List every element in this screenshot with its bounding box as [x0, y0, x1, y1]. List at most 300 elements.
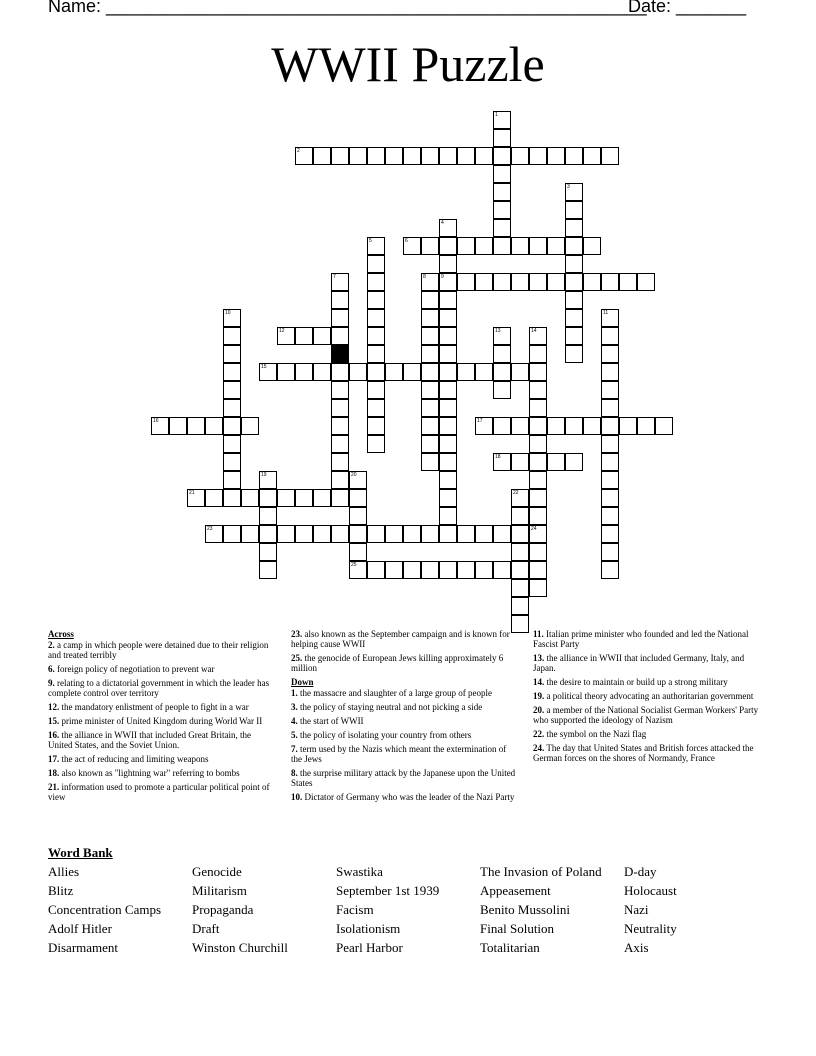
clue-item-number: 7.	[291, 744, 298, 754]
crossword-cell[interactable]	[493, 327, 511, 345]
crossword-cell[interactable]	[331, 435, 349, 453]
crossword-cell[interactable]	[529, 273, 547, 291]
crossword-cell[interactable]	[313, 525, 331, 543]
crossword-cell[interactable]	[223, 417, 241, 435]
crossword-cell[interactable]	[475, 561, 493, 579]
clue-item	[291, 730, 519, 740]
crossword-cell[interactable]	[511, 543, 529, 561]
crossword-cell[interactable]	[493, 453, 511, 471]
crossword-cell[interactable]	[367, 291, 385, 309]
crossword-cell[interactable]	[583, 273, 601, 291]
crossword-cell[interactable]	[583, 147, 601, 165]
crossword-cell[interactable]	[223, 381, 241, 399]
crossword-cell[interactable]	[493, 237, 511, 255]
word-bank-word: The Invasion of Poland	[480, 864, 602, 879]
crossword-cell[interactable]	[547, 453, 565, 471]
crossword-cell[interactable]	[601, 561, 619, 579]
clue-number: 21	[189, 490, 195, 496]
crossword-cell[interactable]	[331, 399, 349, 417]
crossword-cell[interactable]	[637, 273, 655, 291]
crossword-cell[interactable]	[223, 363, 241, 381]
crossword-cell[interactable]	[547, 417, 565, 435]
crossword-cell[interactable]	[565, 417, 583, 435]
crossword-cell[interactable]	[457, 273, 475, 291]
crossword-cell[interactable]	[619, 417, 637, 435]
clue-item-number: 2.	[48, 640, 55, 650]
crossword-cell[interactable]	[457, 561, 475, 579]
word-bank-column	[192, 863, 288, 958]
word-bank-word: Benito Mussolini	[480, 902, 570, 917]
clue-item-number: 15.	[48, 716, 60, 726]
date-field-label: Date: _______	[628, 0, 747, 16]
crossword-black-cell	[331, 345, 349, 363]
crossword-cell[interactable]	[331, 417, 349, 435]
crossword-cell[interactable]	[565, 345, 583, 363]
crossword-cell[interactable]	[439, 381, 457, 399]
crossword-cell[interactable]	[331, 273, 349, 291]
crossword-cell[interactable]	[367, 417, 385, 435]
crossword-cell[interactable]	[493, 147, 511, 165]
clue-item	[48, 730, 274, 750]
clue-item-text: the genocide of European Jews killing approximately 6 million	[291, 653, 504, 673]
clue-item-text: the policy of isolating your country from others	[297, 730, 472, 740]
crossword-cell[interactable]	[259, 489, 277, 507]
crossword-cell[interactable]	[511, 417, 529, 435]
crossword-cell[interactable]	[493, 165, 511, 183]
crossword-cell[interactable]	[529, 147, 547, 165]
crossword-cell[interactable]	[529, 471, 547, 489]
clue-item-text: the surprise military attack by the Japanese upon the United States	[291, 768, 516, 788]
crossword-cell[interactable]	[511, 363, 529, 381]
crossword-cell[interactable]	[511, 525, 529, 543]
crossword-cell[interactable]	[223, 399, 241, 417]
clue-item	[533, 705, 765, 725]
crossword-cell[interactable]	[439, 219, 457, 237]
crossword-cell[interactable]	[601, 435, 619, 453]
crossword-cell[interactable]	[565, 201, 583, 219]
word-bank	[48, 863, 768, 963]
crossword-cell[interactable]	[385, 363, 403, 381]
crossword-cell[interactable]	[475, 237, 493, 255]
crossword-cell[interactable]	[223, 435, 241, 453]
crossword-cell[interactable]	[223, 327, 241, 345]
crossword-cell[interactable]	[259, 471, 277, 489]
crossword-cell[interactable]	[349, 147, 367, 165]
crossword-cell[interactable]	[421, 561, 439, 579]
crossword-cell[interactable]	[565, 219, 583, 237]
clue-item	[291, 653, 519, 673]
clue-item-text: The day that United States and British forces attacked the German forces on the shores of Normandy, France	[533, 743, 754, 763]
crossword-cell[interactable]	[529, 237, 547, 255]
clue-number: 18	[495, 454, 501, 460]
crossword-cell[interactable]	[475, 147, 493, 165]
crossword-cell[interactable]	[493, 381, 511, 399]
clue-item	[291, 688, 519, 698]
crossword-cell[interactable]	[493, 129, 511, 147]
clue-item	[48, 702, 274, 712]
crossword-cell[interactable]	[565, 255, 583, 273]
crossword-cell[interactable]	[439, 291, 457, 309]
clue-item	[533, 677, 765, 687]
crossword-cell[interactable]	[565, 273, 583, 291]
crossword-cell[interactable]	[601, 507, 619, 525]
crossword-cell[interactable]	[439, 453, 457, 471]
crossword-cell[interactable]	[205, 417, 223, 435]
crossword-cell[interactable]	[529, 507, 547, 525]
crossword-cell[interactable]	[529, 489, 547, 507]
crossword-cell[interactable]	[367, 327, 385, 345]
crossword-cell[interactable]	[439, 525, 457, 543]
crossword-cell[interactable]	[439, 399, 457, 417]
crossword-cell[interactable]	[475, 363, 493, 381]
crossword-cell[interactable]	[601, 363, 619, 381]
crossword-cell[interactable]	[493, 201, 511, 219]
crossword-cell[interactable]	[601, 453, 619, 471]
crossword-cell[interactable]	[259, 363, 277, 381]
crossword-cell[interactable]	[367, 309, 385, 327]
clue-item-number: 4.	[291, 716, 298, 726]
crossword-cell[interactable]	[583, 417, 601, 435]
crossword-cell[interactable]	[439, 327, 457, 345]
crossword-cell[interactable]	[349, 489, 367, 507]
crossword-cell[interactable]	[169, 417, 187, 435]
crossword-cell[interactable]	[475, 417, 493, 435]
crossword-cell[interactable]	[241, 417, 259, 435]
crossword-cell[interactable]	[349, 507, 367, 525]
crossword-cell[interactable]	[367, 237, 385, 255]
crossword-cell[interactable]	[511, 237, 529, 255]
crossword-cell[interactable]	[331, 291, 349, 309]
crossword-cell[interactable]	[367, 435, 385, 453]
clue-item	[291, 768, 519, 788]
clue-item-number: 20.	[533, 705, 545, 715]
crossword-cell[interactable]	[331, 363, 349, 381]
crossword-cell[interactable]	[313, 327, 331, 345]
crossword-cell[interactable]	[295, 489, 313, 507]
clue-item	[291, 744, 519, 764]
crossword-cell[interactable]	[421, 147, 439, 165]
crossword-cell[interactable]	[493, 345, 511, 363]
crossword-cell[interactable]	[187, 489, 205, 507]
crossword-cell[interactable]	[403, 525, 421, 543]
crossword-cell[interactable]	[367, 525, 385, 543]
crossword-cell[interactable]	[493, 273, 511, 291]
clue-number: 22	[513, 490, 519, 496]
clue-number: 9	[441, 274, 444, 280]
clue-number: 1	[495, 112, 498, 118]
crossword-cell[interactable]	[367, 273, 385, 291]
crossword-cell[interactable]	[367, 363, 385, 381]
crossword-cell[interactable]	[367, 561, 385, 579]
crossword-cell[interactable]	[421, 327, 439, 345]
crossword-cell[interactable]	[331, 381, 349, 399]
crossword-cell[interactable]	[439, 237, 457, 255]
crossword-cell[interactable]	[223, 471, 241, 489]
crossword-cell[interactable]	[223, 453, 241, 471]
crossword-cell[interactable]	[601, 471, 619, 489]
word-bank-column	[480, 863, 602, 958]
clue-item	[533, 729, 765, 739]
crossword-cell[interactable]	[511, 597, 529, 615]
crossword-cell[interactable]	[619, 273, 637, 291]
crossword-cell[interactable]	[601, 489, 619, 507]
clue-number: 3	[567, 184, 570, 190]
crossword-cell[interactable]	[565, 291, 583, 309]
crossword-cell[interactable]	[295, 363, 313, 381]
crossword-cell[interactable]	[205, 525, 223, 543]
crossword-cell[interactable]	[529, 561, 547, 579]
crossword-cell[interactable]	[529, 381, 547, 399]
crossword-cell[interactable]	[421, 291, 439, 309]
word-bank-word: Draft	[192, 921, 220, 936]
crossword-cell[interactable]	[421, 453, 439, 471]
crossword-cell[interactable]	[439, 507, 457, 525]
crossword-cell[interactable]	[349, 561, 367, 579]
crossword-cell[interactable]	[241, 489, 259, 507]
crossword-cell[interactable]	[403, 363, 421, 381]
clue-number: 7	[333, 274, 336, 280]
word-bank-word: Isolationism	[336, 921, 401, 936]
crossword-cell[interactable]	[547, 273, 565, 291]
crossword-cell[interactable]	[367, 255, 385, 273]
word-bank-column	[48, 863, 161, 958]
word-bank-word: Neutrality	[624, 921, 677, 936]
word-bank-title: Word Bank	[48, 845, 113, 860]
crossword-cell[interactable]	[439, 435, 457, 453]
crossword-cell[interactable]	[547, 147, 565, 165]
crossword-cell[interactable]	[421, 417, 439, 435]
crossword-cell[interactable]	[529, 579, 547, 597]
clue-item-number: 21.	[48, 782, 60, 792]
crossword-cell[interactable]	[277, 327, 295, 345]
crossword-cell[interactable]	[349, 471, 367, 489]
crossword-cell[interactable]	[277, 525, 295, 543]
crossword-cell[interactable]	[331, 309, 349, 327]
crossword-cell[interactable]	[439, 489, 457, 507]
crossword-cell[interactable]	[493, 183, 511, 201]
crossword-cell[interactable]	[223, 309, 241, 327]
crossword-cell[interactable]	[529, 453, 547, 471]
crossword-cell[interactable]	[439, 273, 457, 291]
crossword-cell[interactable]	[475, 273, 493, 291]
crossword-cell[interactable]	[601, 381, 619, 399]
crossword-cell[interactable]	[511, 489, 529, 507]
crossword-cell[interactable]	[493, 417, 511, 435]
crossword-cell[interactable]	[313, 489, 331, 507]
crossword-cell[interactable]	[565, 453, 583, 471]
clue-number: 24	[531, 526, 537, 532]
crossword-cell[interactable]	[421, 399, 439, 417]
crossword-cell[interactable]	[421, 237, 439, 255]
crossword-cell[interactable]	[601, 543, 619, 561]
crossword-cell[interactable]	[421, 309, 439, 327]
clue-number: 16	[153, 418, 159, 424]
crossword-cell[interactable]	[529, 543, 547, 561]
crossword-cell[interactable]	[439, 417, 457, 435]
crossword-cell[interactable]	[403, 147, 421, 165]
crossword-cell[interactable]	[601, 345, 619, 363]
clue-item-number: 16.	[48, 730, 60, 740]
crossword-cell[interactable]	[565, 309, 583, 327]
page-title: WWII Puzzle	[271, 36, 545, 92]
crossword-cell[interactable]	[295, 147, 313, 165]
crossword-cell[interactable]	[439, 471, 457, 489]
crossword-cell[interactable]	[457, 147, 475, 165]
crossword-cell[interactable]	[601, 309, 619, 327]
crossword-cell[interactable]	[565, 237, 583, 255]
crossword-cell[interactable]	[511, 579, 529, 597]
crossword-cell[interactable]	[529, 345, 547, 363]
crossword-cell[interactable]	[601, 525, 619, 543]
crossword-cell[interactable]	[421, 381, 439, 399]
crossword-cell[interactable]	[529, 327, 547, 345]
crossword-cell[interactable]	[583, 237, 601, 255]
crossword-cell[interactable]	[259, 525, 277, 543]
crossword-cell[interactable]	[259, 561, 277, 579]
crossword-cell[interactable]	[331, 147, 349, 165]
crossword-cell[interactable]	[655, 417, 673, 435]
across-heading: Across	[48, 629, 74, 639]
crossword-cell[interactable]	[601, 327, 619, 345]
crossword-cell[interactable]	[349, 543, 367, 561]
clue-number: 8	[423, 274, 426, 280]
crossword-cell[interactable]	[439, 561, 457, 579]
name-field-label: Name: ______________________________________________________	[48, 0, 647, 16]
crossword-cell[interactable]	[511, 561, 529, 579]
crossword-cell[interactable]	[367, 399, 385, 417]
crossword-cell[interactable]	[529, 417, 547, 435]
crossword-cell[interactable]	[493, 363, 511, 381]
crossword-cell[interactable]	[457, 237, 475, 255]
crossword-cell[interactable]	[457, 525, 475, 543]
crossword-cell[interactable]	[439, 255, 457, 273]
clue-item	[291, 702, 519, 712]
crossword-cell[interactable]	[277, 489, 295, 507]
crossword-cell[interactable]	[331, 525, 349, 543]
clue-item-number: 10.	[291, 792, 303, 802]
crossword-cell[interactable]	[313, 147, 331, 165]
clue-item-number: 11.	[533, 629, 544, 639]
crossword-cell[interactable]	[223, 489, 241, 507]
crossword-cell[interactable]	[529, 435, 547, 453]
crossword-cell[interactable]	[439, 147, 457, 165]
crossword-cell[interactable]	[367, 147, 385, 165]
clue-item-text: the act of reducing and limiting weapons	[59, 754, 209, 764]
crossword-cell[interactable]	[529, 525, 547, 543]
crossword-cell[interactable]	[421, 525, 439, 543]
clue-item-number: 13.	[533, 653, 545, 663]
crossword-cell[interactable]	[511, 453, 529, 471]
clue-item-text: information used to promote a particular political point of view	[48, 782, 270, 802]
crossword-cell[interactable]	[403, 237, 421, 255]
crossword-cell[interactable]	[601, 273, 619, 291]
crossword-cell[interactable]	[511, 147, 529, 165]
word-bank-word: Winston Churchill	[192, 940, 288, 955]
crossword-cell[interactable]	[637, 417, 655, 435]
crossword-cell[interactable]	[385, 147, 403, 165]
crossword-cell[interactable]	[439, 309, 457, 327]
crossword-cell[interactable]	[403, 561, 421, 579]
crossword-cell[interactable]	[601, 147, 619, 165]
crossword-cell[interactable]	[349, 363, 367, 381]
clue-item-text: relating to a dictatorial government in which the leader has complete control over territory	[48, 678, 270, 698]
crossword-cell[interactable]	[421, 273, 439, 291]
crossword-cell[interactable]	[331, 489, 349, 507]
clue-number: 2	[297, 148, 300, 154]
crossword-cell[interactable]	[313, 363, 331, 381]
clue-item-text: a camp in which people were detained due to their religion and treated terribly	[48, 640, 269, 660]
crossword-cell[interactable]	[349, 525, 367, 543]
crossword-cell[interactable]	[439, 363, 457, 381]
word-bank-word: September 1st 1939	[336, 883, 440, 898]
crossword-cell[interactable]	[493, 111, 511, 129]
crossword-cell[interactable]	[223, 525, 241, 543]
clue-item-number: 22.	[533, 729, 545, 739]
crossword-cell[interactable]	[493, 561, 511, 579]
crossword-cell[interactable]	[259, 507, 277, 525]
crossword-cell[interactable]	[493, 219, 511, 237]
crossword-cell[interactable]	[529, 399, 547, 417]
word-bank-word: Holocaust	[624, 883, 677, 898]
crossword-cell[interactable]	[529, 363, 547, 381]
crossword-cell[interactable]	[187, 417, 205, 435]
crossword-cell[interactable]	[457, 363, 475, 381]
clue-number: 12	[279, 328, 285, 334]
crossword-cell[interactable]	[151, 417, 169, 435]
crossword-cell[interactable]	[331, 471, 349, 489]
crossword-cell[interactable]	[475, 525, 493, 543]
clue-item	[48, 664, 274, 674]
crossword-cell[interactable]	[295, 525, 313, 543]
crossword-cell[interactable]	[511, 273, 529, 291]
word-bank-word: D-day	[624, 864, 657, 879]
word-bank-word: Nazi	[624, 902, 649, 917]
crossword-cell[interactable]	[547, 237, 565, 255]
crossword-cell[interactable]	[385, 525, 403, 543]
clue-item	[48, 678, 274, 698]
crossword-cell[interactable]	[385, 561, 403, 579]
clue-item-text: the desire to maintain or build up a strong military	[544, 677, 728, 687]
crossword-cell[interactable]	[565, 183, 583, 201]
clue-item	[48, 716, 274, 726]
crossword-cell[interactable]	[367, 381, 385, 399]
crossword-cell[interactable]	[565, 327, 583, 345]
clue-item-number: 6.	[48, 664, 55, 674]
crossword-cell[interactable]	[241, 525, 259, 543]
crossword-cell[interactable]	[277, 363, 295, 381]
crossword-cell[interactable]	[439, 345, 457, 363]
crossword-cell[interactable]	[493, 525, 511, 543]
crossword-cell[interactable]	[601, 399, 619, 417]
crossword-cell[interactable]	[601, 417, 619, 435]
crossword-cell[interactable]	[259, 543, 277, 561]
clue-number: 25	[351, 562, 357, 568]
crossword-cell[interactable]	[331, 327, 349, 345]
crossword-cell[interactable]	[295, 327, 313, 345]
crossword-cell[interactable]	[421, 435, 439, 453]
crossword-cell[interactable]	[565, 147, 583, 165]
crossword-cell[interactable]	[511, 507, 529, 525]
clue-item-number: 9.	[48, 678, 55, 688]
crossword-cell[interactable]	[223, 345, 241, 363]
crossword-cell[interactable]	[421, 363, 439, 381]
word-bank-column	[624, 863, 677, 958]
crossword-cell[interactable]	[421, 345, 439, 363]
crossword-cell[interactable]	[331, 453, 349, 471]
crossword-cell[interactable]	[367, 345, 385, 363]
crossword-cell[interactable]	[205, 489, 223, 507]
word-bank-word: Disarmament	[48, 940, 119, 955]
